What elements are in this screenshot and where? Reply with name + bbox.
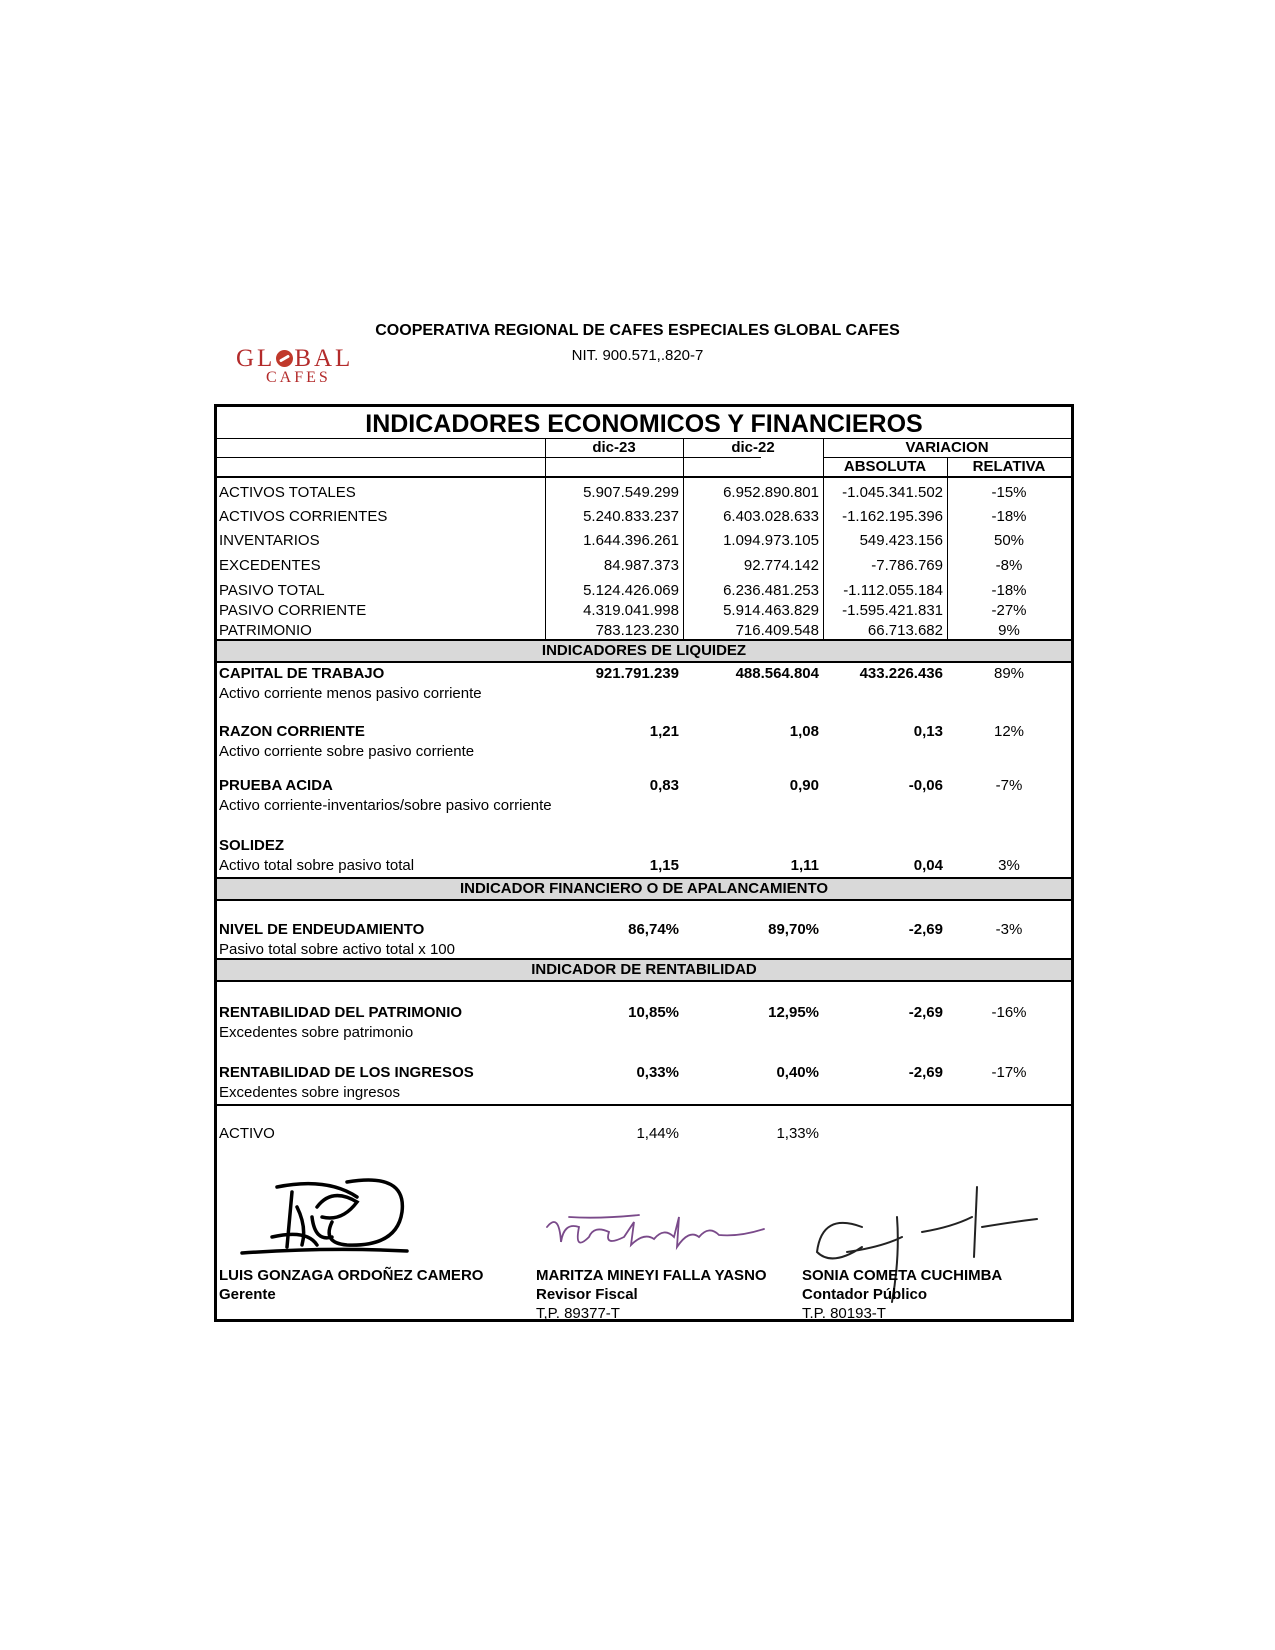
divider — [217, 457, 761, 458]
balance-label: ACTIVOS TOTALES — [219, 484, 356, 501]
indicator-2023: 1,21 — [649, 723, 679, 740]
col-header-2023: dic-23 — [592, 439, 636, 456]
indicator-2022: 1,11 — [790, 857, 819, 874]
balance-2022: 5.914.463.829 — [723, 602, 819, 619]
balance-rel: -8% — [995, 557, 1023, 574]
col-header-variacion: VARIACION — [905, 439, 989, 456]
balance-2022: 6.952.890.801 — [723, 484, 819, 501]
indicator-2022: 0,90 — [789, 777, 819, 794]
indicator-2023: 10,85% — [628, 1004, 679, 1021]
indicator-2022: 488.564.804 — [735, 665, 819, 682]
balance-2022: 716.409.548 — [735, 622, 819, 639]
global-cafes-logo — [236, 346, 376, 386]
indicator-abs: 433.226.436 — [859, 665, 943, 682]
balance-2023: 783.123.230 — [595, 622, 679, 639]
balance-abs: -1.595.421.831 — [842, 602, 943, 619]
logo-text-cafes: CAFES — [266, 369, 331, 386]
indicator-desc: Excedentes sobre ingresos — [219, 1084, 400, 1101]
indicator-rel: -7% — [995, 777, 1023, 794]
report-title: INDICADORES ECONOMICOS Y FINANCIEROS — [365, 410, 923, 438]
balance-label: INVENTARIOS — [219, 532, 320, 549]
balance-label: PATRIMONIO — [219, 622, 312, 639]
col-header-2022: dic-22 — [731, 439, 775, 456]
balance-abs: -1.162.195.396 — [842, 508, 943, 525]
indicator-2022: 0,40% — [776, 1064, 819, 1081]
balance-2023: 84.987.373 — [603, 557, 679, 574]
balance-2023: 5.124.426.069 — [583, 582, 679, 599]
signer-role: Contador Público — [802, 1286, 927, 1303]
indicator-abs: -2,69 — [908, 1064, 943, 1081]
indicator-2023: 0,83 — [649, 777, 679, 794]
balance-rel: 9% — [998, 622, 1020, 639]
indicator-label: RENTABILIDAD DE LOS INGRESOS — [219, 1064, 474, 1081]
signer-name: SONIA COMETA CUCHIMBA — [802, 1267, 1003, 1284]
indicator-2022: 12,95% — [768, 1004, 819, 1021]
balance-abs: -1.112.055.184 — [843, 582, 943, 599]
balance-rel: -15% — [991, 484, 1027, 501]
balance-2022: 6.236.481.253 — [723, 582, 819, 599]
company-nit: NIT. 900.571,.820-7 — [571, 347, 704, 364]
signer-role: Gerente — [219, 1286, 276, 1303]
balance-rel: -18% — [991, 582, 1027, 599]
indicator-2023: 921.791.239 — [595, 665, 679, 682]
signer-role: Revisor Fiscal — [536, 1286, 638, 1303]
balance-label: PASIVO TOTAL — [219, 582, 325, 599]
indicator-rel: -3% — [995, 921, 1023, 938]
indicator-rel: 12% — [993, 723, 1025, 740]
balance-abs: -7.786.769 — [871, 557, 943, 574]
balance-2022: 6.403.028.633 — [723, 508, 819, 525]
indicator-desc: Activo corriente menos pasivo corriente — [219, 685, 482, 702]
balance-2023: 5.907.549.299 — [583, 484, 679, 501]
indicator-label: NIVEL DE ENDEUDAMIENTO — [219, 921, 425, 938]
indicator-label: RAZON CORRIENTE — [219, 723, 365, 740]
balance-2022: 1.094.973.105 — [723, 532, 819, 549]
balance-rel: -27% — [991, 602, 1027, 619]
apalancamiento-band: INDICADOR FINANCIERO O DE APALANCAMIENTO — [217, 877, 1071, 901]
company-name: COOPERATIVA REGIONAL DE CAFES ESPECIALES GLOBAL CAFES — [375, 322, 900, 339]
signature-gerente — [237, 1167, 417, 1262]
indicator-desc: Pasivo total sobre activo total x 100 — [219, 941, 455, 958]
balance-label: PASIVO CORRIENTE — [219, 602, 367, 619]
balance-abs: 549.423.156 — [859, 532, 943, 549]
indicator-abs: -2,69 — [908, 1004, 943, 1021]
signer-name: MARITZA MINEYI FALLA YASNO — [536, 1267, 767, 1284]
indicator-desc: Excedentes sobre patrimonio — [219, 1024, 414, 1041]
logo-text-gl: GL — [236, 345, 276, 372]
indicator-label: RENTABILIDAD DEL PATRIMONIO — [219, 1004, 463, 1021]
indicator-desc: Activo corriente-inventarios/sobre pasivo corriente — [219, 797, 552, 814]
signer-name: LUIS GONZAGA ORDOÑEZ CAMERO — [219, 1267, 484, 1284]
balance-label: ACTIVOS CORRIENTES — [219, 508, 388, 525]
indicator-2023: 0,33% — [636, 1064, 679, 1081]
indicator-abs: -2,69 — [908, 921, 943, 938]
indicator-abs: 0,13 — [913, 723, 943, 740]
indicator-rel: 89% — [993, 665, 1025, 682]
col-header-relativa: RELATIVA — [972, 458, 1046, 475]
balance-2023: 4.319.041.998 — [583, 602, 679, 619]
signature-revisor-fiscal — [539, 1207, 769, 1262]
divider — [217, 476, 1071, 478]
indicator-desc: Activo corriente sobre pasivo corriente — [219, 743, 475, 760]
indicator-rel: -16% — [991, 1004, 1027, 1021]
indicator-2023: 86,74% — [628, 921, 679, 938]
balance-label: EXCEDENTES — [219, 557, 321, 574]
balance-abs: -1.045.341.502 — [842, 484, 943, 501]
balance-rel: -18% — [991, 508, 1027, 525]
balance-2023: 1.644.396.261 — [583, 532, 679, 549]
indicator-2022: 1,08 — [789, 723, 819, 740]
indicator-abs: 0,04 — [913, 857, 943, 874]
activo-2023: 1,44% — [636, 1125, 679, 1142]
balance-rel: 50% — [993, 532, 1025, 549]
signer-tp: T.P. 80193-T — [802, 1305, 886, 1322]
activo-2022: 1,33% — [776, 1125, 819, 1142]
signer-tp: T,P. 89377-T — [536, 1305, 620, 1322]
indicator-rel: -17% — [991, 1064, 1027, 1081]
indicator-desc: Activo total sobre pasivo total — [219, 857, 415, 874]
rentabilidad-band: INDICADOR DE RENTABILIDAD — [217, 958, 1071, 982]
logo-text-bal: BAL — [294, 345, 354, 372]
indicators-table — [214, 404, 1074, 1322]
indicator-rel: 3% — [998, 857, 1020, 874]
col-header-absoluta: ABSOLUTA — [843, 458, 927, 475]
indicator-label: CAPITAL DE TRABAJO — [219, 665, 385, 682]
balance-2023: 5.240.833.237 — [583, 508, 679, 525]
indicator-label: PRUEBA ACIDA — [219, 777, 333, 794]
indicator-abs: -0,06 — [908, 777, 943, 794]
activo-label: ACTIVO — [219, 1125, 275, 1142]
liquidez-band: INDICADORES DE LIQUIDEZ — [217, 639, 1071, 663]
indicator-2023: 1,15 — [649, 857, 679, 874]
balance-abs: 66.713.682 — [867, 622, 943, 639]
indicator-2022: 89,70% — [768, 921, 819, 938]
balance-2022: 92.774.142 — [743, 557, 819, 574]
divider — [217, 1104, 1071, 1106]
coffee-bean-icon — [276, 350, 293, 367]
indicator-label: SOLIDEZ — [219, 837, 285, 854]
